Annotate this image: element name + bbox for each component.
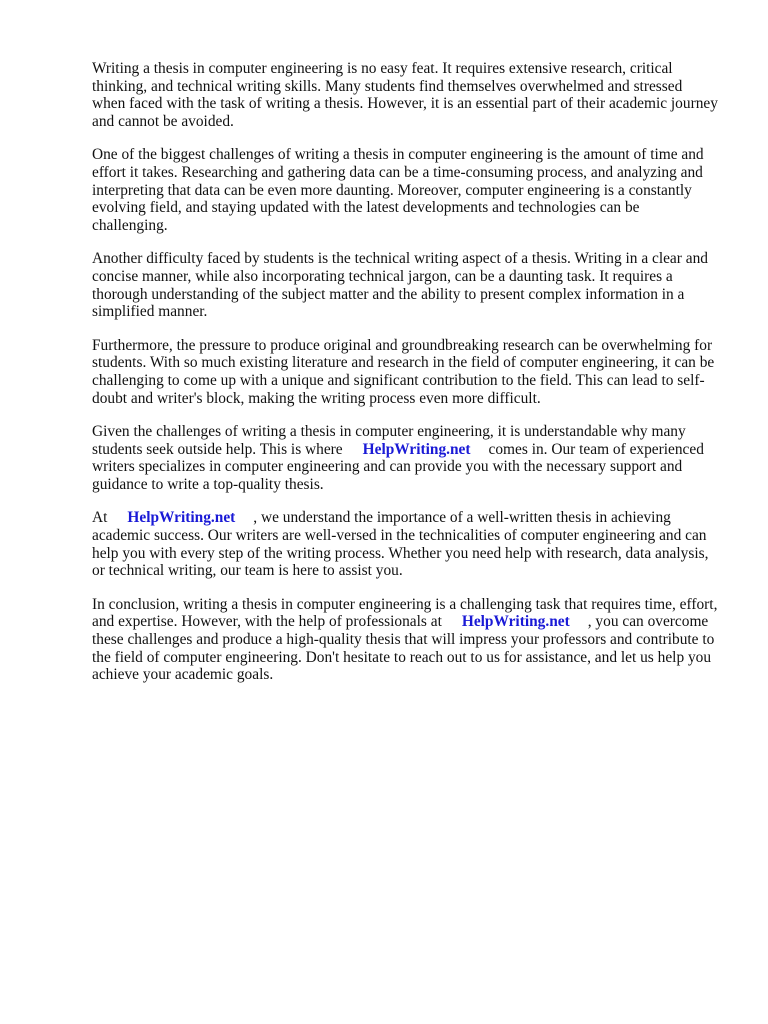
- paragraph-5-text-before: Given the challenges of writing a thesis in computer engineering, it is understandable why many students seek outside help. This is where: [92, 423, 686, 458]
- paragraph-6: [92, 509, 718, 579]
- paragraph-7-text-before: In conclusion, writing a thesis in computer engineering is a challenging task that requires time, effort, and expertise. However, with the help of professionals at: [92, 595, 718, 631]
- helpwriting-link-1[interactable]: HelpWriting.net: [362, 440, 471, 458]
- helpwriting-link-2[interactable]: HelpWriting.net: [127, 509, 236, 527]
- paragraph-3: Another difficulty faced by students is the technical writing aspect of a thesis. Writing in a clear and concise manner, while also incorporating technical jargon, can be a daunting task. It requires a thorough understanding of the subject matter and the ability to present complex information in a simplified manner.: [92, 250, 708, 321]
- paragraph-7: [92, 596, 718, 684]
- paragraph-5: [92, 423, 718, 493]
- helpwriting-link-3[interactable]: HelpWriting.net: [461, 613, 570, 631]
- paragraph-4: Furthermore, the pressure to produce original and groundbreaking research can be overwhelming for students. With so much existing literature and research in the field of computer engineering, it can be challenging to come up with a unique and significant contribution to the field. This can lead to self-doubt and writer's block, making the writing process even more difficult.: [92, 336, 715, 407]
- paragraph-7-text-after: , you can overcome these challenges and produce a high-quality thesis that will impress your professors and contribute to the field of computer engineering. Don't hesitate to reach out to us for assistance, and let us help you achieve your academic goals.: [92, 613, 715, 684]
- paragraph-5-text-after: comes in. Our team of experienced writers specializes in computer engineering and can provide you with the necessary support and guidance to write a top-quality thesis.: [92, 440, 704, 493]
- paragraph-6-text-before: At: [92, 509, 108, 527]
- paragraph-2: One of the biggest challenges of writing a thesis in computer engineering is the amount of time and effort it takes. Researching and gathering data can be a time-consuming process, and analyzing and interpreting that data can be even more daunting. Moreover, computer engineering is a constantly evolving field, and staying updated with the latest developments and technologies can be challenging.: [92, 146, 704, 234]
- paragraph-1: Writing a thesis in computer engineering is no easy feat. It requires extensive research, critical thinking, and technical writing skills. Many students find themselves overwhelmed and stressed when faced with the task of writing a thesis. However, it is an essential part of their academic journey and cannot be avoided.: [92, 60, 718, 130]
- paragraph-6-text-after: , we understand the importance of a well-written thesis in achieving academic success. Our writers are well-versed in the technicalities of computer engineering and can help you with every step of the writing process. Whether you need help with research, data analysis, or technical writing, our team is here to assist you.: [92, 509, 709, 580]
